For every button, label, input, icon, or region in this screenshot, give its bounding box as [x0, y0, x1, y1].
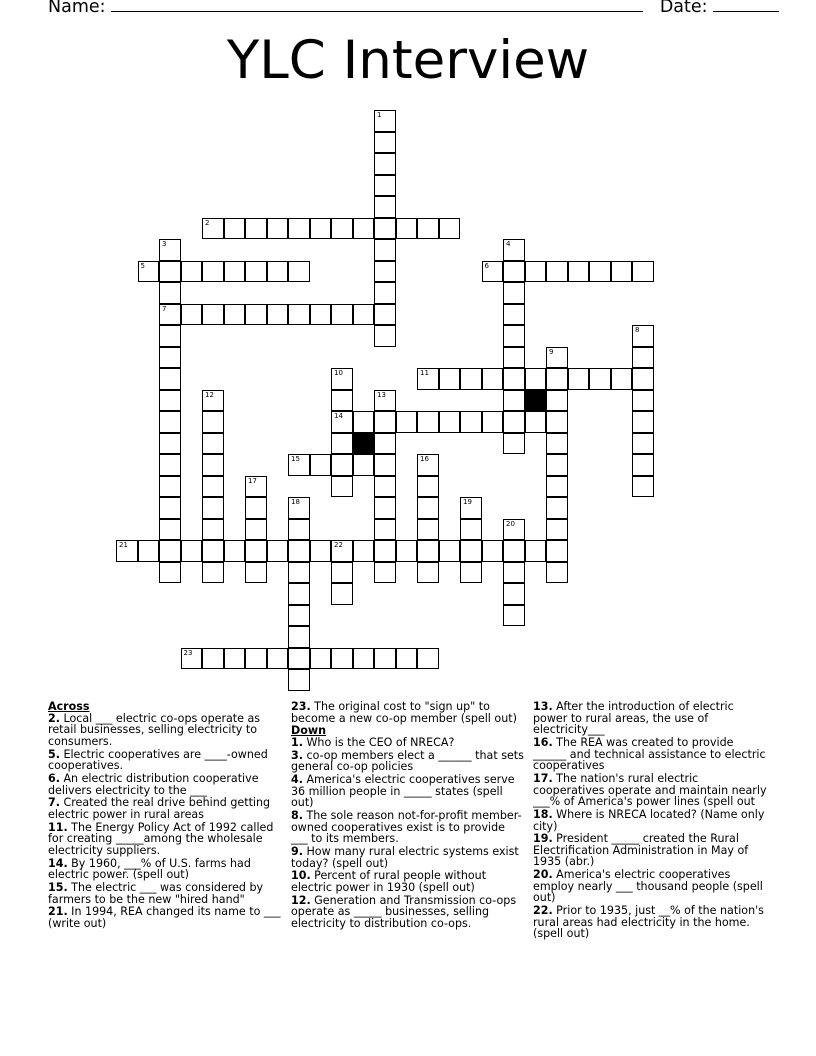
grid-cell[interactable]: [159, 325, 181, 347]
cell-number: 21: [119, 541, 128, 549]
clue-3: [291, 750, 525, 773]
cell-number: 6: [484, 261, 489, 270]
grid-cell[interactable]: [503, 433, 525, 455]
cell-number: 9: [549, 347, 554, 356]
grid-cell[interactable]: [159, 411, 181, 433]
clues-column-2: [291, 701, 525, 931]
grid-cell[interactable]: [503, 325, 525, 347]
cell-number: 5: [140, 261, 145, 270]
clues-column-3: [533, 701, 769, 941]
grid-cell[interactable]: [224, 261, 246, 283]
grid-cell[interactable]: [374, 218, 396, 240]
clue-5: [48, 749, 284, 772]
grid-cell[interactable]: [159, 519, 181, 541]
grid-cell[interactable]: [439, 368, 461, 390]
clues-column-1: [48, 701, 284, 931]
grid-cell[interactable]: [568, 368, 590, 390]
grid-cell[interactable]: [245, 304, 267, 326]
grid-cell[interactable]: [374, 519, 396, 541]
grid-cell[interactable]: [503, 261, 525, 283]
clue-4: [291, 774, 525, 809]
clue-19: [533, 833, 769, 868]
cell-number: 22: [334, 541, 343, 549]
grid-cell[interactable]: [353, 411, 375, 433]
grid-cell[interactable]: [159, 497, 181, 519]
grid-cell[interactable]: [267, 261, 289, 283]
grid-cell[interactable]: [202, 433, 224, 455]
grid-cell[interactable]: [417, 218, 439, 240]
grid-cell[interactable]: [202, 648, 224, 670]
grid-cell[interactable]: [181, 304, 203, 326]
grid-cell[interactable]: [159, 433, 181, 455]
grid-cell[interactable]: [374, 433, 396, 455]
grid-cell[interactable]: [245, 519, 267, 541]
grid-cell[interactable]: [116, 540, 138, 562]
grid-cell[interactable]: [224, 304, 246, 326]
grid-cell[interactable]: [267, 218, 289, 240]
cell-number: 3: [162, 240, 167, 248]
grid-cell[interactable]: [439, 218, 461, 240]
cell-number: 12: [205, 390, 214, 399]
clue-18: [533, 809, 769, 832]
grid-cell[interactable]: [288, 304, 310, 326]
clue-16: [533, 737, 769, 772]
clue-15: [48, 882, 284, 905]
cell-number: 20: [506, 519, 515, 528]
cell-number: 14: [334, 412, 343, 420]
grid-cell[interactable]: [482, 261, 504, 283]
grid-cell[interactable]: [331, 648, 353, 670]
grid-cell[interactable]: [525, 368, 547, 390]
cell-number: 2: [205, 218, 210, 227]
clue-20: [533, 869, 769, 904]
grid-cell[interactable]: [202, 411, 224, 433]
grid-cell[interactable]: [288, 519, 310, 541]
clue-number: 10.: [291, 869, 311, 883]
grid-cell[interactable]: [589, 368, 611, 390]
grid-cell[interactable]: [439, 540, 461, 562]
clue-number: 23.: [291, 700, 311, 713]
grid-cell[interactable]: [138, 261, 160, 283]
clue-text: The Energy Policy Act of 1992 called for creating _____among the wholesale electricity suppliers.: [48, 820, 274, 857]
page-title: YLC Interview: [226, 30, 590, 91]
grid-cell[interactable]: [181, 261, 203, 283]
grid-cell[interactable]: [546, 411, 568, 433]
grid-cell[interactable]: [331, 218, 353, 240]
grid-cell[interactable]: [503, 540, 525, 562]
grid-cell[interactable]: [374, 648, 396, 670]
clue-number: 9.: [291, 845, 303, 859]
cell-number: 11: [420, 369, 429, 377]
clue-text: co-op members elect a ______ that sets general co-op policies: [291, 748, 524, 774]
clue-text: Where is NRECA located? (Name only city): [533, 807, 765, 833]
clue-number: 2.: [48, 711, 60, 725]
grid-cell[interactable]: [374, 110, 396, 132]
clue-7: [48, 797, 284, 820]
block-square: [353, 433, 375, 455]
clue-17: [533, 773, 769, 808]
clue-text: How many rural electric systems exist today? (spell out): [291, 845, 519, 870]
clue-text: Percent of rural people without electric power in 1930 (spell out): [291, 869, 487, 895]
grid-cell[interactable]: [331, 390, 353, 412]
clue-text: Prior to 1935, just __% of the nation's rural areas had electricity in the home. (spell out): [533, 904, 764, 941]
grid-cell[interactable]: [525, 261, 547, 283]
grid-cell[interactable]: [503, 605, 525, 627]
grid-cell[interactable]: [632, 476, 654, 498]
grid-cell[interactable]: [288, 540, 310, 562]
grid-cell[interactable]: [632, 433, 654, 455]
grid-cell[interactable]: [288, 218, 310, 240]
cell-number: 4: [506, 240, 511, 248]
clue-text: Generation and Transmission co-ops operate as _____ businesses, selling electricity to distribution co-ops.: [291, 893, 517, 930]
block-square: [525, 390, 547, 412]
grid-cell[interactable]: [288, 605, 310, 627]
grid-cell[interactable]: [546, 390, 568, 412]
grid-cell[interactable]: [159, 454, 181, 476]
grid-cell[interactable]: [202, 454, 224, 476]
grid-cell[interactable]: [224, 218, 246, 240]
grid-cell[interactable]: [353, 454, 375, 476]
clue-13: [533, 701, 769, 736]
clue-number: 6.: [48, 771, 60, 785]
grid-cell[interactable]: [374, 411, 396, 433]
clue-10: [291, 870, 525, 893]
grid-cell[interactable]: [159, 282, 181, 304]
grid-cell[interactable]: [503, 347, 525, 369]
grid-cell[interactable]: [288, 669, 310, 691]
grid-cell[interactable]: [267, 540, 289, 562]
grid-cell[interactable]: [353, 540, 375, 562]
grid-cell[interactable]: [331, 583, 353, 605]
grid-cell[interactable]: [632, 261, 654, 283]
grid-cell[interactable]: [503, 562, 525, 584]
cell-number: 15: [291, 455, 300, 463]
grid-cell[interactable]: [267, 648, 289, 670]
grid-cell[interactable]: [288, 648, 310, 670]
grid-cell[interactable]: [503, 583, 525, 605]
grid-cell[interactable]: [417, 411, 439, 433]
grid-cell[interactable]: [546, 433, 568, 455]
grid-cell[interactable]: [331, 454, 353, 476]
grid-cell[interactable]: [611, 261, 633, 283]
clue-number: 8.: [291, 809, 303, 823]
grid-cell[interactable]: [245, 540, 267, 562]
grid-cell[interactable]: [632, 347, 654, 369]
grid-cell[interactable]: [288, 583, 310, 605]
clue-number: 1.: [291, 735, 303, 749]
grid-cell[interactable]: [202, 497, 224, 519]
grid-cell[interactable]: [181, 540, 203, 562]
cell-number: 18: [291, 498, 300, 506]
grid-cell[interactable]: [288, 261, 310, 283]
grid-cell[interactable]: [460, 497, 482, 519]
grid-cell[interactable]: [460, 562, 482, 584]
grid-cell[interactable]: [202, 519, 224, 541]
grid-cell[interactable]: [439, 411, 461, 433]
grid-cell[interactable]: [374, 476, 396, 498]
clue-number: 12.: [291, 893, 311, 907]
grid-cell[interactable]: [267, 304, 289, 326]
clue-11: [48, 822, 284, 857]
grid-cell[interactable]: [374, 562, 396, 584]
clue-number: 19.: [533, 832, 553, 846]
clue-21: [48, 906, 284, 929]
grid-cell[interactable]: [374, 175, 396, 197]
clue-1: [291, 737, 525, 749]
grid-cell[interactable]: [288, 626, 310, 648]
grid-cell[interactable]: [396, 540, 418, 562]
grid-cell[interactable]: [374, 304, 396, 326]
clue-text: The REA was created to provide ______ and technical assistance to electric cooperatives: [533, 735, 766, 773]
grid-cell[interactable]: [374, 239, 396, 261]
grid-cell[interactable]: [224, 540, 246, 562]
grid-cell[interactable]: [374, 132, 396, 154]
grid-cell[interactable]: [503, 519, 525, 541]
grid-cell[interactable]: [546, 540, 568, 562]
grid-cell[interactable]: [331, 368, 353, 390]
clue-text: America's electric cooperatives employ nearly ___ thousand people (spell out): [533, 868, 763, 905]
grid-cell[interactable]: [374, 153, 396, 175]
grid-cell[interactable]: [546, 347, 568, 369]
clue-8: [291, 810, 525, 845]
grid-cell[interactable]: [546, 562, 568, 584]
grid-cell[interactable]: [159, 540, 181, 562]
grid-cell[interactable]: [310, 540, 332, 562]
grid-cell[interactable]: [374, 540, 396, 562]
grid-cell[interactable]: [417, 648, 439, 670]
grid-cell[interactable]: [159, 239, 181, 261]
grid-cell[interactable]: [503, 282, 525, 304]
grid-cell[interactable]: [245, 497, 267, 519]
grid-cell[interactable]: [503, 411, 525, 433]
grid-cell[interactable]: [460, 411, 482, 433]
clue-text: The original cost to "sign up" to become a new co-op member (spell out): [291, 700, 517, 725]
grid-cell[interactable]: [632, 454, 654, 476]
clue-2: [48, 713, 284, 748]
clue-number: 21.: [48, 905, 68, 919]
clue-number: 20.: [533, 868, 553, 882]
grid-cell[interactable]: [482, 411, 504, 433]
grid-cell[interactable]: [202, 540, 224, 562]
grid-cell[interactable]: [589, 261, 611, 283]
clue-number: 11.: [48, 820, 68, 834]
grid-cell[interactable]: [202, 390, 224, 412]
clue-text: Local ___ electric co-ops operate as retail businesses, selling electricity to consumers.: [48, 711, 261, 748]
grid-cell[interactable]: [417, 519, 439, 541]
grid-cell[interactable]: [159, 261, 181, 283]
clue-6: [48, 773, 284, 796]
grid-cell[interactable]: [245, 218, 267, 240]
grid-cell[interactable]: [331, 562, 353, 584]
clue-text: An electric distribution cooperative delivers electricity to the ___: [48, 771, 259, 797]
grid-cell[interactable]: [460, 519, 482, 541]
grid-cell[interactable]: [245, 476, 267, 498]
grid-cell[interactable]: [245, 648, 267, 670]
grid-cell[interactable]: [310, 304, 332, 326]
clue-text: By 1960, ___% of U.S. farms had electric power. (spell out): [48, 856, 251, 882]
grid-cell[interactable]: [417, 540, 439, 562]
grid-cell[interactable]: [417, 368, 439, 390]
grid-cell[interactable]: [288, 497, 310, 519]
date-label: Date:: [659, 0, 708, 17]
grid-cell[interactable]: [417, 562, 439, 584]
clue-text: Created the real drive behind getting electric power in rural areas: [48, 796, 271, 821]
grid-cell[interactable]: [546, 497, 568, 519]
grid-cell[interactable]: [460, 368, 482, 390]
grid-cell[interactable]: [202, 261, 224, 283]
down-heading: Down: [291, 724, 326, 738]
name-label: Name:: [48, 0, 106, 17]
grid-cell[interactable]: [632, 411, 654, 433]
cell-number: 17: [248, 476, 257, 485]
grid-cell[interactable]: [546, 368, 568, 390]
grid-cell[interactable]: [374, 282, 396, 304]
grid-cell[interactable]: [482, 540, 504, 562]
clue-text: President _____ created the Rural Electrification Administration in May of 1935 (abr.): [533, 832, 749, 869]
clue-number: 22.: [533, 904, 553, 918]
grid-cell[interactable]: [138, 540, 160, 562]
grid-cell[interactable]: [224, 648, 246, 670]
clue-text: The nation's rural electric cooperatives operate and maintain nearly ___% of America's power lines (spell out: [533, 771, 767, 809]
cell-number: 13: [377, 390, 386, 399]
grid-cell[interactable]: [503, 368, 525, 390]
grid-cell[interactable]: [632, 325, 654, 347]
grid-cell[interactable]: [417, 476, 439, 498]
across-heading: Across: [48, 700, 90, 713]
clue-text: After the introduction of electric power to rural areas, the use of electricity___: [533, 700, 734, 737]
clue-text: Electric cooperatives are ____-owned cooperatives.: [48, 747, 268, 773]
grid-cell[interactable]: [202, 218, 224, 240]
grid-cell[interactable]: [396, 411, 418, 433]
grid-cell[interactable]: [396, 218, 418, 240]
grid-cell[interactable]: [525, 540, 547, 562]
grid-cell[interactable]: [374, 497, 396, 519]
grid-cell[interactable]: [503, 239, 525, 261]
clue-number: 3.: [291, 748, 303, 762]
grid-cell[interactable]: [202, 562, 224, 584]
clue-number: 17.: [533, 771, 553, 785]
grid-cell[interactable]: [460, 540, 482, 562]
clue-number: 4.: [291, 773, 303, 787]
clue-12: [291, 895, 525, 930]
clue-text: The sole reason not-for-profit member-owned cooperatives exist is to provide ___ to its members.: [291, 809, 522, 846]
cell-number: 8: [635, 326, 640, 334]
grid-cell[interactable]: [288, 562, 310, 584]
cell-number: 19: [463, 498, 472, 506]
grid-cell[interactable]: [611, 368, 633, 390]
grid-cell[interactable]: [546, 476, 568, 498]
grid-cell[interactable]: [417, 454, 439, 476]
grid-cell[interactable]: [159, 562, 181, 584]
grid-cell[interactable]: [353, 648, 375, 670]
grid-cell[interactable]: [374, 196, 396, 218]
grid-cell[interactable]: [245, 261, 267, 283]
clue-text: Who is the CEO of NRECA?: [302, 735, 455, 749]
grid-cell[interactable]: [159, 390, 181, 412]
grid-cell[interactable]: [331, 304, 353, 326]
cell-number: 10: [334, 369, 343, 377]
clue-22: [533, 905, 769, 940]
grid-cell[interactable]: [310, 218, 332, 240]
cell-number: 16: [420, 455, 429, 463]
grid-cell[interactable]: [159, 368, 181, 390]
grid-cell[interactable]: [331, 476, 353, 498]
cell-number: 23: [183, 648, 193, 657]
grid-cell[interactable]: [568, 261, 590, 283]
grid-cell[interactable]: [546, 454, 568, 476]
grid-cell[interactable]: [202, 476, 224, 498]
grid-cell[interactable]: [374, 325, 396, 347]
grid-cell[interactable]: [159, 476, 181, 498]
grid-cell[interactable]: [374, 454, 396, 476]
clue-23: [291, 701, 525, 724]
grid-cell[interactable]: [546, 519, 568, 541]
cell-number: 7: [162, 304, 167, 313]
grid-cell[interactable]: [546, 261, 568, 283]
grid-cell[interactable]: [353, 218, 375, 240]
grid-cell[interactable]: [202, 304, 224, 326]
grid-cell[interactable]: [288, 454, 310, 476]
clue-text: In 1994, REA changed its name to ___ (write out): [48, 905, 281, 930]
grid-cell[interactable]: [331, 540, 353, 562]
clue-number: 16.: [533, 735, 553, 749]
grid-cell[interactable]: [374, 390, 396, 412]
clue-9: [291, 846, 525, 869]
grid-cell[interactable]: [310, 648, 332, 670]
grid-cell[interactable]: [245, 562, 267, 584]
grid-cell[interactable]: [632, 390, 654, 412]
grid-cell[interactable]: [374, 261, 396, 283]
grid-cell[interactable]: [503, 390, 525, 412]
cell-number: 1: [377, 111, 382, 119]
grid-cell[interactable]: [525, 411, 547, 433]
grid-cell[interactable]: [331, 433, 353, 455]
clue-text: America's electric cooperatives serve 36 million people in _____ states (spell out): [291, 773, 515, 810]
grid-cell[interactable]: [396, 648, 418, 670]
grid-cell[interactable]: [417, 497, 439, 519]
clue-number: 14.: [48, 856, 68, 870]
grid-cell[interactable]: [181, 648, 203, 670]
grid-cell[interactable]: [632, 368, 654, 390]
clue-number: 13.: [533, 700, 553, 713]
clue-number: 5.: [48, 747, 60, 761]
clue-text: The electric ___ was considered by farmers to be the new "hired hand": [48, 881, 264, 906]
grid-cell[interactable]: [482, 368, 504, 390]
grid-cell[interactable]: [353, 304, 375, 326]
clue-number: 15.: [48, 881, 68, 895]
grid-cell[interactable]: [159, 347, 181, 369]
clue-number: 18.: [533, 807, 553, 821]
clue-number: 7.: [48, 796, 60, 810]
grid-cell[interactable]: [159, 304, 181, 326]
grid-cell[interactable]: [331, 411, 353, 433]
clue-14: [48, 858, 284, 881]
grid-cell[interactable]: [503, 304, 525, 326]
grid-cell[interactable]: [310, 454, 332, 476]
